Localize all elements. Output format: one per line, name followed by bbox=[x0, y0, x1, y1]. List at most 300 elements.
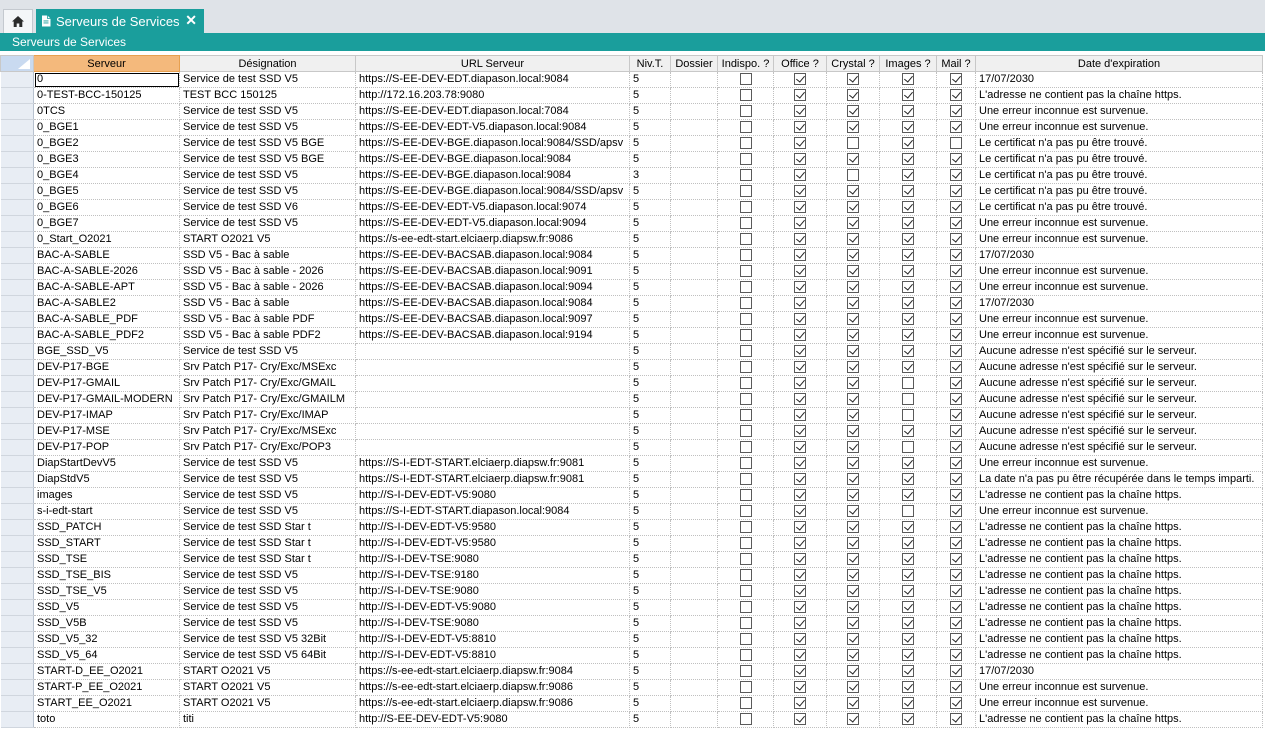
mail-checkbox[interactable] bbox=[950, 409, 962, 421]
row-selector[interactable] bbox=[1, 568, 34, 584]
mail-checkbox[interactable] bbox=[950, 553, 962, 565]
table-row[interactable] bbox=[1, 472, 1263, 488]
images-checkbox[interactable] bbox=[902, 585, 914, 597]
mail-checkbox[interactable] bbox=[950, 185, 962, 197]
mail-checkbox[interactable] bbox=[950, 281, 962, 293]
table-row[interactable] bbox=[1, 584, 1263, 600]
cell-serveur[interactable]: 0_BGE5 bbox=[34, 184, 180, 200]
table-row[interactable] bbox=[1, 680, 1263, 696]
indispo-checkbox[interactable] bbox=[740, 137, 752, 149]
cell-niv[interactable]: 5 bbox=[630, 584, 671, 600]
office-checkbox[interactable] bbox=[794, 681, 806, 693]
cell-dossier[interactable] bbox=[671, 552, 718, 568]
cell-date[interactable]: Une erreur inconnue est survenue. bbox=[976, 504, 1263, 520]
cell-date[interactable]: Une erreur inconnue est survenue. bbox=[976, 104, 1263, 120]
cell-designation[interactable]: Service de test SSD V5 bbox=[180, 504, 356, 520]
mail-checkbox[interactable] bbox=[950, 217, 962, 229]
cell-date[interactable]: Le certificat n'a pas pu être trouvé. bbox=[976, 200, 1263, 216]
row-selector[interactable] bbox=[1, 584, 34, 600]
office-checkbox[interactable] bbox=[794, 105, 806, 117]
indispo-checkbox[interactable] bbox=[740, 569, 752, 581]
images-checkbox[interactable] bbox=[902, 313, 914, 325]
mail-checkbox[interactable] bbox=[950, 585, 962, 597]
indispo-checkbox[interactable] bbox=[740, 425, 752, 437]
crystal-checkbox[interactable] bbox=[847, 297, 859, 309]
indispo-checkbox[interactable] bbox=[740, 185, 752, 197]
images-checkbox[interactable] bbox=[902, 89, 914, 101]
row-selector[interactable] bbox=[1, 168, 34, 184]
row-selector[interactable] bbox=[1, 712, 34, 728]
office-checkbox[interactable] bbox=[794, 649, 806, 661]
table-row[interactable] bbox=[1, 616, 1263, 632]
cell-date[interactable]: Le certificat n'a pas pu être trouvé. bbox=[976, 152, 1263, 168]
indispo-checkbox[interactable] bbox=[740, 553, 752, 565]
cell-url[interactable]: https://S-EE-DEV-BGE.diapason.local:9084 bbox=[356, 168, 630, 184]
cell-date[interactable]: L'adresse ne contient pas la chaîne https. bbox=[976, 568, 1263, 584]
cell-url[interactable] bbox=[356, 392, 630, 408]
mail-checkbox[interactable] bbox=[950, 617, 962, 629]
cell-date[interactable]: Aucune adresse n'est spécifié sur le serveur. bbox=[976, 392, 1263, 408]
indispo-checkbox[interactable] bbox=[740, 713, 752, 725]
cell-serveur[interactable]: SSD_TSE bbox=[34, 552, 180, 568]
cell-serveur[interactable]: DEV-P17-GMAIL bbox=[34, 376, 180, 392]
cell-date[interactable]: Aucune adresse n'est spécifié sur le serveur. bbox=[976, 376, 1263, 392]
cell-niv[interactable]: 5 bbox=[630, 344, 671, 360]
table-row[interactable] bbox=[1, 520, 1263, 536]
cell-url[interactable]: https://S-EE-DEV-BACSAB.diapason.local:9097 bbox=[356, 312, 630, 328]
mail-checkbox[interactable] bbox=[950, 169, 962, 181]
indispo-checkbox[interactable] bbox=[740, 169, 752, 181]
cell-designation[interactable]: Service de test SSD Star t bbox=[180, 536, 356, 552]
cell-designation[interactable]: Service de test SSD V5 bbox=[180, 600, 356, 616]
mail-checkbox[interactable] bbox=[950, 521, 962, 533]
cell-serveur[interactable]: DEV-P17-GMAIL-MODERN bbox=[34, 392, 180, 408]
cell-url[interactable]: https://S-EE-DEV-BACSAB.diapason.local:9091 bbox=[356, 264, 630, 280]
cell-designation[interactable]: Srv Patch P17- Cry/Exc/POP3 bbox=[180, 440, 356, 456]
office-checkbox[interactable] bbox=[794, 537, 806, 549]
cell-date[interactable]: La date n'a pas pu être récupérée dans le temps imparti. bbox=[976, 472, 1263, 488]
crystal-checkbox[interactable] bbox=[847, 489, 859, 501]
cell-date[interactable]: Une erreur inconnue est survenue. bbox=[976, 232, 1263, 248]
cell-serveur[interactable]: 0TCS bbox=[34, 104, 180, 120]
cell-date[interactable]: Une erreur inconnue est survenue. bbox=[976, 280, 1263, 296]
cell-niv[interactable]: 5 bbox=[630, 680, 671, 696]
cell-niv[interactable]: 5 bbox=[630, 200, 671, 216]
mail-checkbox[interactable] bbox=[950, 473, 962, 485]
cell-dossier[interactable] bbox=[671, 264, 718, 280]
cell-serveur[interactable]: SSD_V5 bbox=[34, 600, 180, 616]
cell-date[interactable]: L'adresse ne contient pas la chaîne https. bbox=[976, 88, 1263, 104]
cell-designation[interactable]: Service de test SSD V5 bbox=[180, 104, 356, 120]
images-checkbox[interactable] bbox=[902, 121, 914, 133]
cell-date[interactable]: 17/07/2030 bbox=[976, 664, 1263, 680]
cell-serveur[interactable]: SSD_TSE_V5 bbox=[34, 584, 180, 600]
crystal-checkbox[interactable] bbox=[847, 569, 859, 581]
cell-niv[interactable]: 5 bbox=[630, 136, 671, 152]
mail-checkbox[interactable] bbox=[950, 265, 962, 277]
office-checkbox[interactable] bbox=[794, 153, 806, 165]
cell-niv[interactable]: 5 bbox=[630, 568, 671, 584]
office-checkbox[interactable] bbox=[794, 425, 806, 437]
cell-niv[interactable]: 5 bbox=[630, 120, 671, 136]
row-selector[interactable] bbox=[1, 408, 34, 424]
images-checkbox[interactable] bbox=[902, 217, 914, 229]
table-row[interactable] bbox=[1, 488, 1263, 504]
cell-serveur[interactable]: 0 bbox=[34, 72, 180, 88]
images-checkbox[interactable] bbox=[902, 521, 914, 533]
cell-url[interactable]: http://S-I-DEV-EDT-V5:9580 bbox=[356, 520, 630, 536]
cell-serveur[interactable]: 0_BGE3 bbox=[34, 152, 180, 168]
images-checkbox[interactable] bbox=[902, 553, 914, 565]
indispo-checkbox[interactable] bbox=[740, 361, 752, 373]
cell-dossier[interactable] bbox=[671, 600, 718, 616]
cell-serveur[interactable]: DEV-P17-MSE bbox=[34, 424, 180, 440]
images-checkbox[interactable] bbox=[902, 457, 914, 469]
cell-url[interactable]: https://s-ee-edt-start.elciaerp.diapsw.fr:9086 bbox=[356, 696, 630, 712]
cell-date[interactable]: Le certificat n'a pas pu être trouvé. bbox=[976, 168, 1263, 184]
cell-dossier[interactable] bbox=[671, 136, 718, 152]
cell-url[interactable] bbox=[356, 376, 630, 392]
column-header-serveur[interactable]: Serveur bbox=[34, 56, 180, 72]
crystal-checkbox[interactable] bbox=[847, 681, 859, 693]
cell-date[interactable]: L'adresse ne contient pas la chaîne https. bbox=[976, 520, 1263, 536]
cell-designation[interactable]: SSD V5 - Bac à sable - 2026 bbox=[180, 280, 356, 296]
table-row[interactable] bbox=[1, 696, 1263, 712]
cell-serveur[interactable]: BGE_SSD_V5 bbox=[34, 344, 180, 360]
row-selector[interactable] bbox=[1, 200, 34, 216]
cell-dossier[interactable] bbox=[671, 88, 718, 104]
cell-designation[interactable]: Srv Patch P17- Cry/Exc/MSExc bbox=[180, 424, 356, 440]
cell-serveur[interactable]: SSD_V5B bbox=[34, 616, 180, 632]
cell-url[interactable]: https://s-ee-edt-start.elciaerp.diapsw.fr:9086 bbox=[356, 232, 630, 248]
cell-dossier[interactable] bbox=[671, 168, 718, 184]
indispo-checkbox[interactable] bbox=[740, 537, 752, 549]
cell-niv[interactable]: 5 bbox=[630, 536, 671, 552]
row-selector[interactable] bbox=[1, 232, 34, 248]
mail-checkbox[interactable] bbox=[950, 249, 962, 261]
cell-designation[interactable]: Service de test SSD Star t bbox=[180, 520, 356, 536]
cell-designation[interactable]: START O2021 V5 bbox=[180, 232, 356, 248]
cell-niv[interactable]: 5 bbox=[630, 616, 671, 632]
cell-dossier[interactable] bbox=[671, 184, 718, 200]
cell-dossier[interactable] bbox=[671, 232, 718, 248]
cell-niv[interactable]: 3 bbox=[630, 168, 671, 184]
office-checkbox[interactable] bbox=[794, 329, 806, 341]
mail-checkbox[interactable] bbox=[950, 329, 962, 341]
office-checkbox[interactable] bbox=[794, 585, 806, 597]
cell-niv[interactable]: 5 bbox=[630, 600, 671, 616]
cell-date[interactable]: 17/07/2030 bbox=[976, 248, 1263, 264]
table-row[interactable] bbox=[1, 72, 1263, 88]
cell-serveur[interactable]: DEV-P17-POP bbox=[34, 440, 180, 456]
cell-dossier[interactable] bbox=[671, 456, 718, 472]
indispo-checkbox[interactable] bbox=[740, 505, 752, 517]
indispo-checkbox[interactable] bbox=[740, 121, 752, 133]
office-checkbox[interactable] bbox=[794, 713, 806, 725]
crystal-checkbox[interactable] bbox=[847, 233, 859, 245]
cell-designation[interactable]: Service de test SSD V5 bbox=[180, 344, 356, 360]
cell-niv[interactable]: 5 bbox=[630, 424, 671, 440]
cell-dossier[interactable] bbox=[671, 296, 718, 312]
cell-niv[interactable]: 5 bbox=[630, 712, 671, 728]
row-selector[interactable] bbox=[1, 120, 34, 136]
crystal-checkbox[interactable] bbox=[847, 585, 859, 597]
indispo-checkbox[interactable] bbox=[740, 233, 752, 245]
images-checkbox[interactable] bbox=[902, 409, 914, 421]
row-selector[interactable] bbox=[1, 424, 34, 440]
row-selector[interactable] bbox=[1, 552, 34, 568]
table-row[interactable] bbox=[1, 648, 1263, 664]
cell-date[interactable]: Une erreur inconnue est survenue. bbox=[976, 264, 1263, 280]
table-row[interactable] bbox=[1, 600, 1263, 616]
crystal-checkbox[interactable] bbox=[847, 505, 859, 517]
row-selector[interactable] bbox=[1, 376, 34, 392]
cell-designation[interactable]: Service de test SSD V5 64Bit bbox=[180, 648, 356, 664]
indispo-checkbox[interactable] bbox=[740, 681, 752, 693]
cell-serveur[interactable]: BAC-A-SABLE-APT bbox=[34, 280, 180, 296]
images-checkbox[interactable] bbox=[902, 249, 914, 261]
cell-date[interactable]: L'adresse ne contient pas la chaîne https. bbox=[976, 616, 1263, 632]
cell-designation[interactable]: SSD V5 - Bac à sable bbox=[180, 248, 356, 264]
indispo-checkbox[interactable] bbox=[740, 297, 752, 309]
cell-niv[interactable]: 5 bbox=[630, 328, 671, 344]
cell-url[interactable] bbox=[356, 424, 630, 440]
cell-serveur[interactable]: 0_Start_O2021 bbox=[34, 232, 180, 248]
row-selector[interactable] bbox=[1, 488, 34, 504]
indispo-checkbox[interactable] bbox=[740, 89, 752, 101]
cell-serveur[interactable]: 0_BGE6 bbox=[34, 200, 180, 216]
cell-niv[interactable]: 5 bbox=[630, 72, 671, 88]
crystal-checkbox[interactable] bbox=[847, 105, 859, 117]
row-selector[interactable] bbox=[1, 648, 34, 664]
column-header-images[interactable]: Images ? bbox=[880, 56, 937, 72]
office-checkbox[interactable] bbox=[794, 249, 806, 261]
office-checkbox[interactable] bbox=[794, 409, 806, 421]
home-tab[interactable] bbox=[3, 9, 33, 33]
indispo-checkbox[interactable] bbox=[740, 281, 752, 293]
mail-checkbox[interactable] bbox=[950, 425, 962, 437]
cell-url[interactable] bbox=[356, 344, 630, 360]
cell-serveur[interactable]: DiapStdV5 bbox=[34, 472, 180, 488]
cell-date[interactable]: Une erreur inconnue est survenue. bbox=[976, 120, 1263, 136]
cell-url[interactable]: https://S-EE-DEV-EDT.diapason.local:9084 bbox=[356, 72, 630, 88]
images-checkbox[interactable] bbox=[902, 153, 914, 165]
cell-url[interactable] bbox=[356, 408, 630, 424]
cell-dossier[interactable] bbox=[671, 72, 718, 88]
indispo-checkbox[interactable] bbox=[740, 473, 752, 485]
mail-checkbox[interactable] bbox=[950, 633, 962, 645]
crystal-checkbox[interactable] bbox=[847, 713, 859, 725]
table-row[interactable] bbox=[1, 152, 1263, 168]
row-selector[interactable] bbox=[1, 312, 34, 328]
close-tab-icon[interactable]: ✕ bbox=[185, 12, 197, 28]
mail-checkbox[interactable] bbox=[950, 377, 962, 389]
office-checkbox[interactable] bbox=[794, 233, 806, 245]
cell-date[interactable]: L'adresse ne contient pas la chaîne https. bbox=[976, 712, 1263, 728]
indispo-checkbox[interactable] bbox=[740, 617, 752, 629]
table-row[interactable] bbox=[1, 328, 1263, 344]
office-checkbox[interactable] bbox=[794, 569, 806, 581]
indispo-checkbox[interactable] bbox=[740, 633, 752, 645]
cell-url[interactable]: https://S-EE-DEV-BACSAB.diapason.local:9084 bbox=[356, 296, 630, 312]
crystal-checkbox[interactable] bbox=[847, 601, 859, 613]
mail-checkbox[interactable] bbox=[950, 361, 962, 373]
cell-designation[interactable]: Service de test SSD V5 bbox=[180, 168, 356, 184]
images-checkbox[interactable] bbox=[902, 105, 914, 117]
table-row[interactable] bbox=[1, 296, 1263, 312]
images-checkbox[interactable] bbox=[902, 169, 914, 181]
cell-serveur[interactable]: 0_BGE1 bbox=[34, 120, 180, 136]
cell-designation[interactable]: Service de test SSD V5 bbox=[180, 120, 356, 136]
cell-dossier[interactable] bbox=[671, 472, 718, 488]
crystal-checkbox[interactable] bbox=[847, 73, 859, 85]
images-checkbox[interactable] bbox=[902, 265, 914, 277]
cell-designation[interactable]: Service de test SSD V5 bbox=[180, 72, 356, 88]
indispo-checkbox[interactable] bbox=[740, 345, 752, 357]
cell-url[interactable]: https://S-EE-DEV-BACSAB.diapason.local:9194 bbox=[356, 328, 630, 344]
cell-date[interactable]: Aucune adresse n'est spécifié sur le serveur. bbox=[976, 408, 1263, 424]
row-selector[interactable] bbox=[1, 600, 34, 616]
images-checkbox[interactable] bbox=[902, 441, 914, 453]
cell-date[interactable]: Une erreur inconnue est survenue. bbox=[976, 312, 1263, 328]
tab-serveurs-de-services[interactable] bbox=[36, 9, 204, 33]
images-checkbox[interactable] bbox=[902, 617, 914, 629]
indispo-checkbox[interactable] bbox=[740, 441, 752, 453]
cell-date[interactable]: Une erreur inconnue est survenue. bbox=[976, 328, 1263, 344]
office-checkbox[interactable] bbox=[794, 89, 806, 101]
office-checkbox[interactable] bbox=[794, 281, 806, 293]
cell-date[interactable]: L'adresse ne contient pas la chaîne https. bbox=[976, 552, 1263, 568]
office-checkbox[interactable] bbox=[794, 185, 806, 197]
cell-designation[interactable]: SSD V5 - Bac à sable PDF bbox=[180, 312, 356, 328]
cell-date[interactable]: Une erreur inconnue est survenue. bbox=[976, 456, 1263, 472]
cell-url[interactable]: http://S-I-DEV-EDT-V5:9080 bbox=[356, 600, 630, 616]
cell-url[interactable]: http://S-EE-DEV-EDT-V5:9080 bbox=[356, 712, 630, 728]
cell-dossier[interactable] bbox=[671, 376, 718, 392]
cell-url[interactable]: https://S-I-EDT-START.elciaerp.diapsw.fr:9081 bbox=[356, 472, 630, 488]
cell-url[interactable]: https://S-EE-DEV-EDT.diapason.local:7084 bbox=[356, 104, 630, 120]
cell-designation[interactable]: SSD V5 - Bac à sable - 2026 bbox=[180, 264, 356, 280]
mail-checkbox[interactable] bbox=[950, 393, 962, 405]
cell-serveur[interactable]: images bbox=[34, 488, 180, 504]
row-selector[interactable] bbox=[1, 248, 34, 264]
indispo-checkbox[interactable] bbox=[740, 313, 752, 325]
office-checkbox[interactable] bbox=[794, 697, 806, 709]
row-selector[interactable] bbox=[1, 520, 34, 536]
cell-niv[interactable]: 5 bbox=[630, 184, 671, 200]
images-checkbox[interactable] bbox=[902, 681, 914, 693]
table-row[interactable] bbox=[1, 440, 1263, 456]
crystal-checkbox[interactable] bbox=[847, 201, 859, 213]
table-row[interactable] bbox=[1, 168, 1263, 184]
table-row[interactable] bbox=[1, 712, 1263, 728]
table-row[interactable] bbox=[1, 408, 1263, 424]
mail-checkbox[interactable] bbox=[950, 649, 962, 661]
mail-checkbox[interactable] bbox=[950, 697, 962, 709]
cell-serveur[interactable]: SSD_TSE_BIS bbox=[34, 568, 180, 584]
mail-checkbox[interactable] bbox=[950, 201, 962, 213]
cell-dossier[interactable] bbox=[671, 520, 718, 536]
crystal-checkbox[interactable] bbox=[847, 377, 859, 389]
indispo-checkbox[interactable] bbox=[740, 601, 752, 613]
cell-dossier[interactable] bbox=[671, 424, 718, 440]
cell-niv[interactable]: 5 bbox=[630, 392, 671, 408]
cell-serveur[interactable]: BAC-A-SABLE-2026 bbox=[34, 264, 180, 280]
table-row[interactable] bbox=[1, 344, 1263, 360]
crystal-checkbox[interactable] bbox=[847, 617, 859, 629]
images-checkbox[interactable] bbox=[902, 329, 914, 341]
crystal-checkbox[interactable] bbox=[847, 281, 859, 293]
cell-date[interactable]: Une erreur inconnue est survenue. bbox=[976, 696, 1263, 712]
row-selector[interactable] bbox=[1, 504, 34, 520]
cell-dossier[interactable] bbox=[671, 280, 718, 296]
cell-serveur[interactable]: BAC-A-SABLE_PDF bbox=[34, 312, 180, 328]
office-checkbox[interactable] bbox=[794, 393, 806, 405]
indispo-checkbox[interactable] bbox=[740, 649, 752, 661]
office-checkbox[interactable] bbox=[794, 489, 806, 501]
cell-niv[interactable]: 5 bbox=[630, 88, 671, 104]
cell-designation[interactable]: Srv Patch P17- Cry/Exc/GMAIL bbox=[180, 376, 356, 392]
office-checkbox[interactable] bbox=[794, 73, 806, 85]
cell-serveur[interactable]: 0_BGE4 bbox=[34, 168, 180, 184]
crystal-checkbox[interactable] bbox=[847, 89, 859, 101]
column-header-office[interactable]: Office ? bbox=[774, 56, 827, 72]
cell-designation[interactable]: START O2021 V5 bbox=[180, 696, 356, 712]
cell-niv[interactable]: 5 bbox=[630, 152, 671, 168]
cell-date[interactable]: 17/07/2030 bbox=[976, 296, 1263, 312]
crystal-checkbox[interactable] bbox=[847, 649, 859, 661]
office-checkbox[interactable] bbox=[794, 217, 806, 229]
mail-checkbox[interactable] bbox=[950, 665, 962, 677]
images-checkbox[interactable] bbox=[902, 233, 914, 245]
cell-dossier[interactable] bbox=[671, 664, 718, 680]
cell-dossier[interactable] bbox=[671, 616, 718, 632]
cell-dossier[interactable] bbox=[671, 248, 718, 264]
table-row[interactable] bbox=[1, 456, 1263, 472]
indispo-checkbox[interactable] bbox=[740, 329, 752, 341]
mail-checkbox[interactable] bbox=[950, 73, 962, 85]
indispo-checkbox[interactable] bbox=[740, 217, 752, 229]
indispo-checkbox[interactable] bbox=[740, 521, 752, 533]
cell-niv[interactable]: 5 bbox=[630, 648, 671, 664]
images-checkbox[interactable] bbox=[902, 569, 914, 581]
crystal-checkbox[interactable] bbox=[847, 313, 859, 325]
cell-dossier[interactable] bbox=[671, 440, 718, 456]
mail-checkbox[interactable] bbox=[950, 713, 962, 725]
crystal-checkbox[interactable] bbox=[847, 137, 859, 149]
cell-date[interactable]: Aucune adresse n'est spécifié sur le serveur. bbox=[976, 440, 1263, 456]
cell-date[interactable]: Aucune adresse n'est spécifié sur le serveur. bbox=[976, 360, 1263, 376]
cell-dossier[interactable] bbox=[671, 536, 718, 552]
cell-designation[interactable]: Service de test SSD V5 bbox=[180, 184, 356, 200]
office-checkbox[interactable] bbox=[794, 665, 806, 677]
crystal-checkbox[interactable] bbox=[847, 393, 859, 405]
cell-dossier[interactable] bbox=[671, 648, 718, 664]
table-row[interactable] bbox=[1, 264, 1263, 280]
cell-url[interactable]: https://S-EE-DEV-EDT-V5.diapason.local:9084 bbox=[356, 120, 630, 136]
cell-serveur[interactable]: SSD_V5_64 bbox=[34, 648, 180, 664]
column-header-mail[interactable]: Mail ? bbox=[937, 56, 976, 72]
cell-designation[interactable]: START O2021 V5 bbox=[180, 664, 356, 680]
cell-date[interactable]: Le certificat n'a pas pu être trouvé. bbox=[976, 136, 1263, 152]
crystal-checkbox[interactable] bbox=[847, 537, 859, 549]
row-selector[interactable] bbox=[1, 72, 34, 88]
row-selector[interactable] bbox=[1, 696, 34, 712]
cell-url[interactable]: http://172.16.203.78:9080 bbox=[356, 88, 630, 104]
row-selector[interactable] bbox=[1, 296, 34, 312]
cell-niv[interactable]: 5 bbox=[630, 280, 671, 296]
row-selector[interactable] bbox=[1, 184, 34, 200]
